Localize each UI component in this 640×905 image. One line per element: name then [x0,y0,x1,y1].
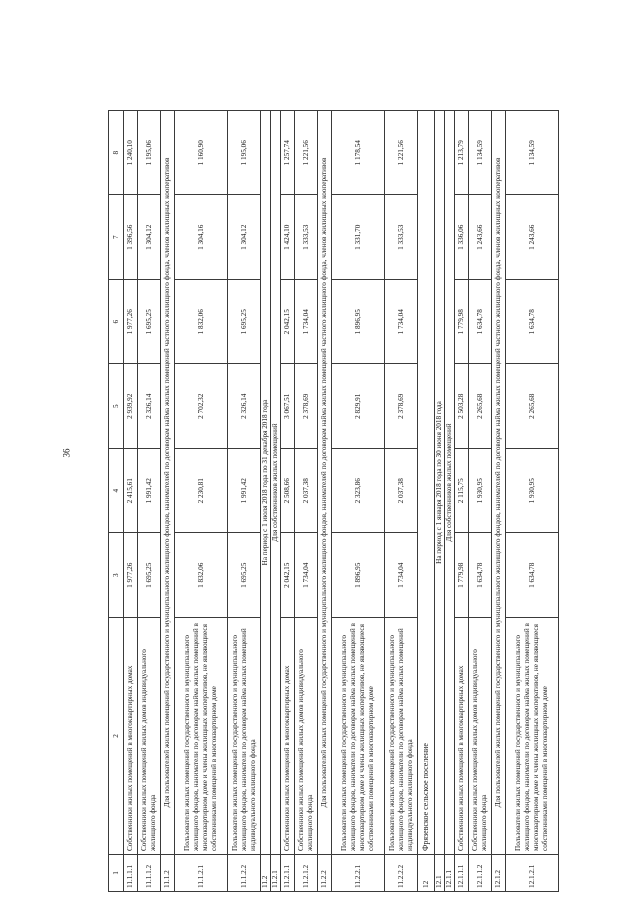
column-header: 2 [109,618,124,855]
rotated-table-area [108,110,638,892]
column-number-header-row [109,111,124,892]
value-cell: 1 832,06 [175,280,228,365]
page-number: 36 [61,448,72,458]
value-cell: 2 115,75 [455,449,469,534]
value-cell: 1 424,10 [281,195,295,280]
value-cell: 2 702,32 [175,364,228,449]
row-description: Пользователи жилых помещений государственного и муниципального жилищного фондов, наниматели по договорам найма жилых помещений в многоквартирном доме и члены жилищных кооперативов, не являющиеся собственниками помещений в многоквартирном доме [332,618,385,855]
value-cell: 1 213,79 [455,111,469,196]
value-cell: 1 257,74 [281,111,295,196]
value-cell: 2 265,68 [506,364,559,449]
table-row [138,111,161,892]
value-cell: 2 415,61 [124,449,138,534]
value-cell: 1 977,26 [124,533,138,618]
table-row [175,111,228,892]
value-cell: 2 037,38 [385,449,418,534]
group-row [271,111,281,892]
value-cell: 2 037,38 [295,449,318,534]
value-cell: 1 331,70 [332,195,385,280]
group-heading: Для пользователей жилых помещений государственного и муниципального жилищного фондов, нанимателей по договорам найма жилых помещений частного жилищного фонда, членов жилищных кооперативов [318,111,332,855]
row-code: 11.2.1 [271,855,281,892]
row-code: 11.2.2 [318,855,332,892]
table-row [332,111,385,892]
value-cell: 1 634,78 [469,280,492,365]
value-cell: 1 832,06 [175,533,228,618]
row-code: 11.2.1.2 [295,855,318,892]
row-description: Собственники жилых помещений жилых домов индивидуального жилищного фонда [295,618,318,855]
row-code: 12.1.1.1 [455,855,469,892]
value-cell: 1 695,25 [228,280,261,365]
row-description: Собственники жилых помещений в многоквартирных домах [281,618,295,855]
group-heading: Для пользователей жилых помещений государственного и муниципального жилищного фондов, нанимателей по договорам найма жилых помещений частного жилищного фонда, членов жилищных кооперативов [161,111,175,855]
table-row [124,111,138,892]
value-cell: 1 734,04 [295,533,318,618]
group-row [445,111,455,892]
row-code: 11.1.1.2 [138,855,161,892]
column-header: 5 [109,364,124,449]
table-body [109,111,559,892]
value-cell: 1 779,98 [455,533,469,618]
value-cell: 1 991,42 [138,449,161,534]
table-row [455,111,469,892]
column-header: 7 [109,195,124,280]
table-row [469,111,492,892]
value-cell: 3 067,51 [281,364,295,449]
value-cell: 1 195,06 [138,111,161,196]
row-code: 11.1.2.1 [175,855,228,892]
value-cell: 1 221,56 [295,111,318,196]
table-row [295,111,318,892]
column-header: 3 [109,533,124,618]
table-rotator [108,110,638,892]
value-cell: 1 134,59 [469,111,492,196]
value-cell: 1 779,98 [455,280,469,365]
value-cell: 1 991,42 [228,449,261,534]
row-code: 11.1.1.1 [124,855,138,892]
column-header: 6 [109,280,124,365]
value-cell: 2 508,66 [281,449,295,534]
group-heading: Для собственников жилых помещений [271,111,281,855]
group-heading: На период с 1 января 2018 года по 30 июня 2018 года [435,111,445,855]
value-cell: 1 304,16 [175,195,228,280]
group-heading: Для собственников жилых помещений [445,111,455,855]
column-header: 1 [109,855,124,892]
row-code: 11.2 [261,855,271,892]
value-cell: 1 896,95 [332,533,385,618]
row-code: 12.1 [435,855,445,892]
table-row [281,111,295,892]
row-code: 11.2.2.2 [385,855,418,892]
value-cell: 1 396,56 [124,195,138,280]
row-description: Собственники жилых помещений жилых домов индивидуального жилищного фонда [138,618,161,855]
section-row [418,111,435,892]
value-cell: 1 134,59 [506,111,559,196]
row-code: 11.1.2.2 [228,855,261,892]
column-header: 4 [109,449,124,534]
table-row [385,111,418,892]
value-cell: 1 304,12 [228,195,261,280]
tariff-table [108,110,559,892]
value-cell: 1 304,12 [138,195,161,280]
row-code: 11.2.1.1 [281,855,295,892]
value-cell: 1 634,78 [506,533,559,618]
group-row [161,111,175,892]
group-heading: На период с 1 июля 2018 года по 31 декабря 2018 года [261,111,271,855]
value-cell: 1 221,56 [385,111,418,196]
row-description: Собственники жилых помещений в многоквартирных домах [124,618,138,855]
value-cell: 1 734,04 [385,533,418,618]
value-cell: 2 326,14 [138,364,161,449]
row-description: Пользователи жилых помещений государственного и муниципального жилищного фондов, наниматели по договорам найма жилых помещений в многоквартирном доме и члены жилищных кооперативов, не являющиеся собственниками помещений в многоквартирном доме [175,618,228,855]
value-cell: 1 734,04 [295,280,318,365]
row-code: 12.1.1.2 [469,855,492,892]
value-cell: 2 042,15 [281,533,295,618]
value-cell: 2 042,15 [281,280,295,365]
value-cell: 1 695,25 [138,533,161,618]
table-row [506,111,559,892]
column-header: 8 [109,111,124,196]
row-description: Пользователи жилых помещений государственного и муниципального жилищного фондов, наниматели по договорам найма жилых помещений индивидуального жилищного фонда [228,618,261,855]
value-cell: 1 333,53 [295,195,318,280]
row-description: Собственники жилых помещений в многоквартирных домах [455,618,469,855]
value-cell: 1 240,10 [124,111,138,196]
value-cell: 2 829,91 [332,364,385,449]
value-cell: 1 195,06 [228,111,261,196]
group-heading: Для пользователей жилых помещений государственного и муниципального жилищного фондов, нанимателей по договорам найма жилых помещений частного жилищного фонда, членов жилищных кооперативов [492,111,506,855]
value-cell: 2 323,86 [332,449,385,534]
group-row [435,111,445,892]
row-code: 11.1.2 [161,855,175,892]
value-cell: 1 896,95 [332,280,385,365]
group-row [261,111,271,892]
row-description: Пользователи жилых помещений государственного и муниципального жилищного фондов, наниматели по договорам найма жилых помещений в многоквартирном доме и члены жилищных кооперативов, не являющиеся собственниками помещений в многоквартирном доме [506,618,559,855]
value-cell: 1 160,90 [175,111,228,196]
value-cell: 1 634,78 [506,280,559,365]
value-cell: 1 930,95 [506,449,559,534]
group-row [318,111,332,892]
row-code: 12.1.2.1 [506,855,559,892]
value-cell: 1 930,95 [469,449,492,534]
value-cell: 2 230,81 [175,449,228,534]
row-code: 12 [418,855,435,892]
value-cell: 1 336,06 [455,195,469,280]
row-description: Собственники жилых помещений жилых домов индивидуального жилищного фонда [469,618,492,855]
value-cell: 1 695,25 [138,280,161,365]
value-cell: 1 178,54 [332,111,385,196]
row-description: Пользователи жилых помещений государственного и муниципального жилищного фондов, наниматели по договорам найма жилых помещений индивидуального жилищного фонда [385,618,418,855]
value-cell: 2 265,68 [469,364,492,449]
value-cell: 2 503,28 [455,364,469,449]
value-cell: 1 695,25 [228,533,261,618]
value-cell: 1 734,04 [385,280,418,365]
value-cell: 2 378,69 [385,364,418,449]
table-row [228,111,261,892]
group-row [492,111,506,892]
value-cell: 2 378,69 [295,364,318,449]
value-cell: 1 243,66 [469,195,492,280]
row-code: 11.2.2.1 [332,855,385,892]
value-cell: 2 939,92 [124,364,138,449]
value-cell: 1 977,26 [124,280,138,365]
value-cell: 2 326,14 [228,364,261,449]
row-code: 12.1.2 [492,855,506,892]
value-cell: 1 634,78 [469,533,492,618]
value-cell: 1 333,53 [385,195,418,280]
section-title: Фрязевское сельское поселение [418,111,435,855]
row-code: 12.1.1 [445,855,455,892]
value-cell: 1 243,66 [506,195,559,280]
